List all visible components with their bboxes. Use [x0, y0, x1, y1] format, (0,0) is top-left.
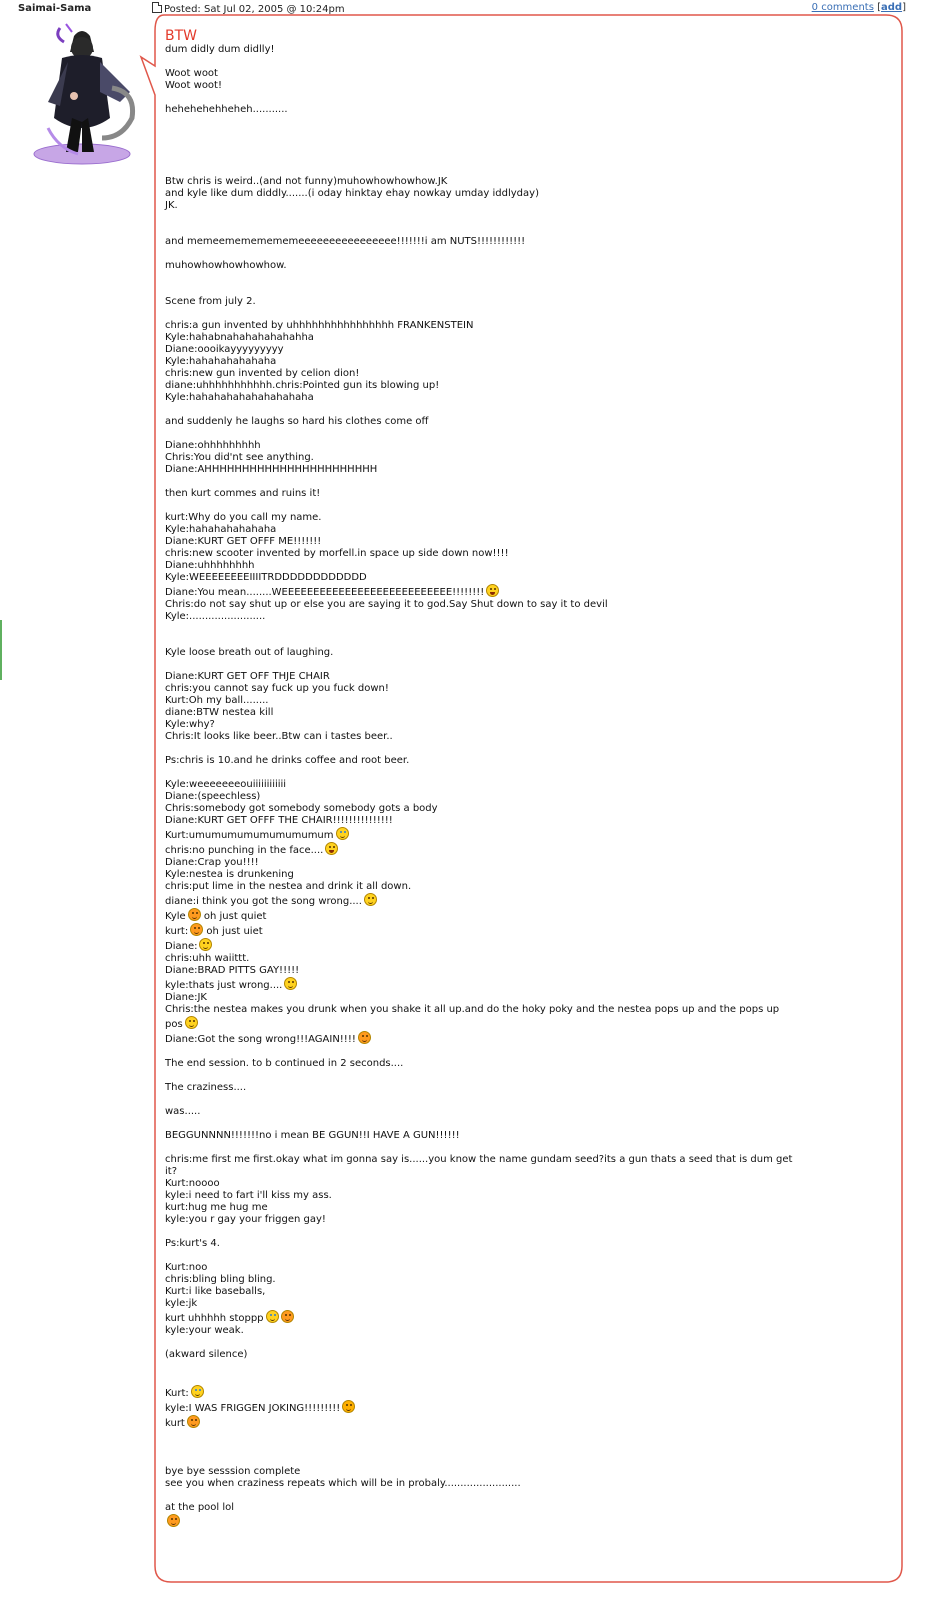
post-line	[165, 68, 885, 80]
post-line	[165, 104, 885, 116]
post-line-text: chris:new scooter invented by morfell.in space up side down now!!!!	[165, 548, 509, 559]
post-line-text: Ps:chris is 10.and he drinks coffee and root beer.	[165, 755, 410, 766]
post-line-text: chris:me first me first.okay what im gonna say is......you know the name gundam seed?its a gun thats a seed that is dum get	[165, 1154, 793, 1165]
post-line	[165, 80, 885, 92]
post-line	[165, 1118, 885, 1130]
post-line	[165, 488, 885, 500]
post-line	[165, 440, 885, 452]
post-line	[165, 212, 885, 224]
post-line-text: Diane:KURT GET OFFF THE CHAIR!!!!!!!!!!!!!!!	[165, 815, 393, 826]
post-line	[165, 1286, 885, 1298]
post-body	[165, 28, 885, 1529]
post-line-text: oh just uiet	[203, 926, 263, 937]
post-line	[165, 1214, 885, 1226]
post-line	[165, 572, 885, 584]
emoticon-icon	[486, 584, 499, 597]
emoticon-icon	[188, 908, 201, 921]
post-line-text: Ps:kurt's 4.	[165, 1238, 220, 1249]
post-line	[165, 416, 885, 428]
post-line	[165, 428, 885, 440]
post-line	[165, 1373, 885, 1385]
post-line-text: Kyle:hahahahahahaha	[165, 356, 277, 367]
emoticon-icon	[364, 893, 377, 906]
post-line	[165, 392, 885, 404]
post-line	[165, 1250, 885, 1262]
post-line-text: Kyle:........................	[165, 611, 266, 622]
post-line	[165, 548, 885, 560]
post-line-text: Kyle:hahahahahahaha	[165, 524, 277, 535]
post-line	[165, 116, 885, 128]
post-timestamp: Posted: Sat Jul 02, 2005 @ 10:24pm	[164, 4, 345, 15]
post-line	[165, 236, 885, 248]
post-line	[165, 284, 885, 296]
post-line	[165, 476, 885, 488]
post-line	[165, 611, 885, 623]
post-line	[165, 599, 885, 611]
post-line	[165, 731, 885, 743]
post-line	[165, 1178, 885, 1190]
post-line	[165, 881, 885, 893]
post-line	[165, 500, 885, 512]
post-line	[165, 584, 885, 599]
post-line-text: kyle:i need to fart i'll kiss my ass.	[165, 1190, 332, 1201]
post-line-text: diane:uhhhhhhhhhhh.chris:Pointed gun its blowing up!	[165, 380, 440, 391]
post-line	[165, 188, 885, 200]
post-line	[165, 791, 885, 803]
post-line-text: muhowhowhowhowhow.	[165, 260, 287, 271]
post-line	[165, 200, 885, 212]
post-line-text: (akward silence)	[165, 1349, 248, 1360]
post-line-text: Diane:KURT GET OFF THJE CHAIR	[165, 671, 330, 682]
post-line	[165, 683, 885, 695]
post-line-text: Kyle:WEEEEEEEEIIIITRDDDDDDDDDDDD	[165, 572, 367, 583]
post-line	[165, 1430, 885, 1442]
post-line	[165, 827, 885, 842]
post-line	[165, 1466, 885, 1478]
post-line	[165, 1238, 885, 1250]
post-line	[165, 140, 885, 152]
post-line	[165, 296, 885, 308]
post-line-text: BEGGUNNNN!!!!!!!no i mean BE GGUN!!I HAVE A GUN!!!!!!	[165, 1130, 460, 1141]
post-line-text: Chris:It looks like beer..Btw can i tastes beer..	[165, 731, 393, 742]
post-line-text: Diane:AHHHHHHHHHHHHHHHHHHHHHHH	[165, 464, 378, 475]
post-line	[165, 1166, 885, 1178]
post-content	[165, 44, 885, 1529]
post-line-text: diane:i think you got the song wrong....	[165, 896, 362, 907]
post-line	[165, 320, 885, 332]
post-line-text: Kyle:weeeeeeeouiiiiiiiiiiii	[165, 779, 287, 790]
emoticon-icon	[190, 923, 203, 936]
post-line	[165, 1337, 885, 1349]
post-line	[165, 743, 885, 755]
post-line	[165, 857, 885, 869]
post-line-text: at the pool lol	[165, 1502, 235, 1513]
post-line	[165, 44, 885, 56]
comments-area: 0 comments [add]	[811, 2, 906, 13]
post-line	[165, 1154, 885, 1166]
post-line	[165, 1142, 885, 1154]
emoticon-icon	[167, 1514, 180, 1527]
post-line-text: was.....	[165, 1106, 201, 1117]
emoticon-icon	[191, 1385, 204, 1398]
post-line	[165, 1202, 885, 1214]
post-line	[165, 92, 885, 104]
post-line	[165, 512, 885, 524]
post-line-text: Kurt:i like baseballs,	[165, 1286, 266, 1297]
emoticon-icon	[336, 827, 349, 840]
post-line-text: Chris:You did'nt see anything.	[165, 452, 314, 463]
post-line-text: kurt:hug me hug me	[165, 1202, 268, 1213]
post-line	[165, 1349, 885, 1361]
post-line	[165, 1106, 885, 1118]
post-line-text: pos	[165, 1019, 183, 1030]
post-line-text: Kyle:hahabnahahahahahahha	[165, 332, 314, 343]
post-line	[165, 1190, 885, 1202]
post-line-text: Diane:BRAD PITTS GAY!!!!!	[165, 965, 300, 976]
post-line	[165, 953, 885, 965]
post-title: BTW	[165, 28, 197, 44]
post-line-text: chris:uhh waiittt.	[165, 953, 250, 964]
post-line	[165, 1514, 885, 1529]
post-line	[165, 623, 885, 635]
post-line-text: hehehehehheheh...........	[165, 104, 288, 115]
post-line	[165, 524, 885, 536]
post-line	[165, 560, 885, 572]
post-line-text: kurt:	[165, 926, 189, 937]
post-line	[165, 56, 885, 68]
post-line	[165, 536, 885, 548]
post-line	[165, 1226, 885, 1238]
post-line-text: chris:you cannot say fuck up you fuck down!	[165, 683, 389, 694]
post-line	[165, 1310, 885, 1325]
post-line-text: Chris:somebody got somebody somebody gots a body	[165, 803, 438, 814]
post-line	[165, 767, 885, 779]
post-line	[165, 923, 885, 938]
post-line	[165, 1046, 885, 1058]
post-line-text: kyle:jk	[165, 1298, 198, 1309]
post-line-text: kyle:your weak.	[165, 1325, 244, 1336]
post-line	[165, 248, 885, 260]
post-line	[165, 842, 885, 857]
post-line-text: Diane:uhhhhhhhh	[165, 560, 255, 571]
post-author-name[interactable]: Saimai-Sama	[18, 3, 92, 14]
post-line	[165, 452, 885, 464]
post-line-text: diane:BTW nestea kill	[165, 707, 274, 718]
post-line-text: Btw chris is weird..(and not funny)muhowhowhowhow.JK	[165, 176, 448, 187]
post-line-text: Chris:do not say shut up or else you are saying it to god.Say Shut down to say it to devil	[165, 599, 608, 610]
post-line-text: kyle:you r gay your friggen gay!	[165, 1214, 326, 1225]
post-line-text: JK.	[165, 200, 178, 211]
post-line-text: Diane:oooikayyyyyyyyy	[165, 344, 284, 355]
post-line-text: The craziness....	[165, 1082, 247, 1093]
post-line-text: Diane:Crap you!!!!	[165, 857, 259, 868]
post-line-text: Kyle loose breath out of laughing.	[165, 647, 334, 658]
post-line	[165, 1004, 885, 1016]
post-line-text: Kurt:	[165, 1388, 189, 1399]
post-line	[165, 1262, 885, 1274]
post-line	[165, 332, 885, 344]
comments-link[interactable]: 0 comments	[811, 2, 874, 13]
post-line-text: chris:bling bling bling.	[165, 1274, 276, 1285]
post-line	[165, 404, 885, 416]
post-line	[165, 755, 885, 767]
post-line-text: kurt	[165, 1418, 185, 1429]
post-line	[165, 1094, 885, 1106]
post-line-text: Kurt:noooo	[165, 1178, 220, 1189]
post-line	[165, 719, 885, 731]
post-line	[165, 1031, 885, 1046]
emoticon-icon	[185, 1016, 198, 1029]
post-line	[165, 707, 885, 719]
post-line-text: Diane:You mean........WEEEEEEEEEEEEEEEEEEEEEEEEEEE!!!!!!!!	[165, 587, 485, 598]
post-line-text: Kyle:nestea is drunkening	[165, 869, 294, 880]
post-line	[165, 938, 885, 953]
post-line	[165, 1400, 885, 1415]
post-line-text: Kyle:hahahahahahahahahaha	[165, 392, 314, 403]
post-line-text: kyle:thats just wrong....	[165, 980, 283, 991]
add-comment-link[interactable]: add	[881, 2, 903, 13]
post-line	[165, 308, 885, 320]
post-line	[165, 893, 885, 908]
post-line	[165, 224, 885, 236]
post-line-text: then kurt commes and ruins it!	[165, 488, 321, 499]
post-line	[165, 965, 885, 977]
post-line	[165, 1502, 885, 1514]
post-line	[165, 815, 885, 827]
scroll-marker	[0, 620, 2, 680]
post-line-text: chris:new gun invented by celion dion!	[165, 368, 360, 379]
post-line-text: Kurt:umumumumumumumumum	[165, 830, 334, 841]
emoticon-icon	[284, 977, 297, 990]
post-line-text: and memeemememememeeeeeeeeeeeeeeee!!!!!!!i am NUTS!!!!!!!!!!!!	[165, 236, 526, 247]
post-line-text: kurt:Why do you call my name.	[165, 512, 322, 523]
post-line	[165, 659, 885, 671]
post-line	[165, 1361, 885, 1373]
post-line-text: kyle:I WAS FRIGGEN JOKING!!!!!!!!!	[165, 1403, 341, 1414]
post-line-text: Kurt:Oh my ball........	[165, 695, 269, 706]
post-line	[165, 128, 885, 140]
emoticon-icon	[266, 1310, 279, 1323]
post-line	[165, 1415, 885, 1430]
post-line	[165, 695, 885, 707]
post-line	[165, 869, 885, 881]
post-line	[165, 272, 885, 284]
post-line-text: kurt uhhhhh stoppp	[165, 1313, 264, 1324]
post-line	[165, 1442, 885, 1454]
post-line	[165, 1130, 885, 1142]
post-line	[165, 977, 885, 992]
emoticon-icon	[358, 1031, 371, 1044]
post-line-text: Diane:(speechless)	[165, 791, 261, 802]
post-line	[165, 635, 885, 647]
post-line-text: chris:a gun invented by uhhhhhhhhhhhhhhhh FRANKENSTEIN	[165, 320, 474, 331]
post-line	[165, 260, 885, 272]
post-line-text: Woot woot!	[165, 80, 222, 91]
post-line	[165, 779, 885, 791]
post-line-text: The end session. to b continued in 2 seconds....	[165, 1058, 404, 1069]
post-line-text: bye bye sesssion complete	[165, 1466, 301, 1477]
post-line	[165, 1490, 885, 1502]
emoticon-icon	[187, 1415, 200, 1428]
post-line	[165, 164, 885, 176]
emoticon-icon	[342, 1400, 355, 1413]
post-line-text: Diane:JK	[165, 992, 207, 1003]
post-line	[165, 152, 885, 164]
post-line-text: Diane:	[165, 941, 198, 952]
post-line	[165, 176, 885, 188]
post-line	[165, 1298, 885, 1310]
post-line-text: Kyle	[165, 911, 186, 922]
post-line-text: dum didly dum didlly!	[165, 44, 275, 55]
post-line-text: Diane:ohhhhhhhhh	[165, 440, 261, 451]
post-line-text: Diane:KURT GET OFFF ME!!!!!!!	[165, 536, 322, 547]
post-line-text: Woot woot	[165, 68, 218, 79]
emoticon-icon	[281, 1310, 294, 1323]
post-line	[165, 992, 885, 1004]
post-line	[165, 1385, 885, 1400]
post-line	[165, 671, 885, 683]
post-line	[165, 464, 885, 476]
post-line	[165, 1325, 885, 1337]
post-line-text: Kyle:why?	[165, 719, 215, 730]
post-line	[165, 344, 885, 356]
emoticon-icon	[325, 842, 338, 855]
post-line	[165, 380, 885, 392]
post-line	[165, 356, 885, 368]
post-line	[165, 1478, 885, 1490]
post-line	[165, 1082, 885, 1094]
post-line	[165, 368, 885, 380]
post-line-text: see you when craziness repeats which will be in probaly........................	[165, 1478, 521, 1489]
post-line-text: Scene from july 2.	[165, 296, 256, 307]
post-line	[165, 1454, 885, 1466]
post-line	[165, 1058, 885, 1070]
emoticon-icon	[199, 938, 212, 951]
post-line	[165, 647, 885, 659]
post-line-text: and kyle like dum diddly.......(i oday hinktay ehay nowkay umday iddlyday)	[165, 188, 539, 199]
post-line	[165, 803, 885, 815]
post-line-text: chris:put lime in the nestea and drink it all down.	[165, 881, 412, 892]
post-line-text: oh just quiet	[200, 911, 267, 922]
post-line-text: Diane:Got the song wrong!!!AGAIN!!!!	[165, 1034, 356, 1045]
post-line	[165, 1070, 885, 1082]
post-line-text: Kurt:noo	[165, 1262, 208, 1273]
post-line	[165, 908, 885, 923]
post-line-text: it?	[165, 1166, 178, 1177]
post-line-text: Chris:the nestea makes you drunk when you shake it all up.and do the hoky poky and the nestea pops up and the pops up	[165, 1004, 780, 1015]
post-line	[165, 1274, 885, 1286]
post-line	[165, 1016, 885, 1031]
post-line-text: and suddenly he laughs so hard his clothes come off	[165, 416, 429, 427]
post-line-text: chris:no punching in the face....	[165, 845, 324, 856]
